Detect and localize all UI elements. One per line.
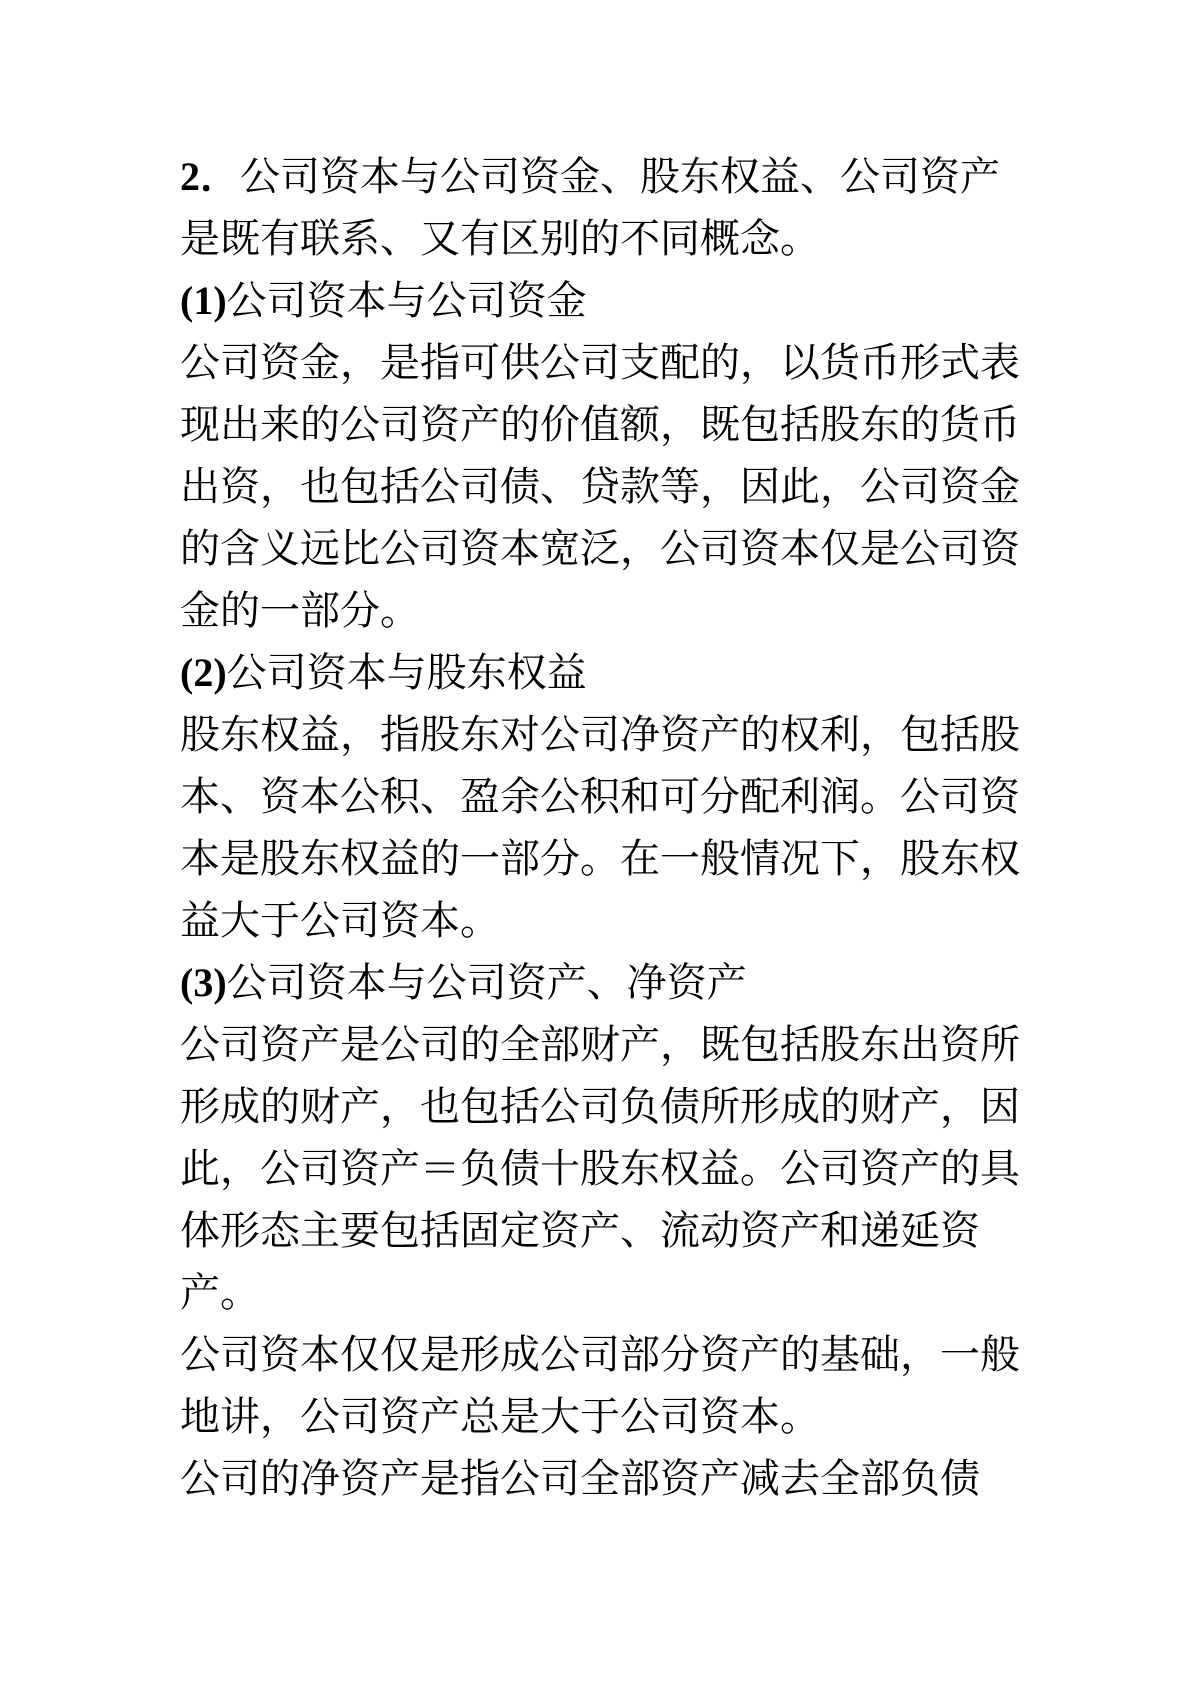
text-line: 公司资本仅仅是形成公司部分资产的基础，一般 [180,1332,1020,1378]
text-line: 此，公司资产＝负债十股东权益。公司资产的具 [180,1146,1020,1192]
text-line: 本是股东权益的一部分。在一般情况下，股东权 [180,836,1020,882]
section-title: 公司资本与股东权益 [226,650,587,696]
text-line: 益大于公司资本。 [180,898,500,944]
text-line: 体形态主要包括固定资产、流动资产和递延资 [180,1208,980,1254]
section-heading-2-sub [180,642,1020,704]
section-heading-2 [180,146,1020,208]
text-line: 的含义远比公司资本宽泛，公司资本仅是公司资 [180,526,1020,572]
section-heading-1 [180,270,1020,332]
text-line: 地讲，公司资产总是大于公司资本。 [180,1394,820,1440]
text-line: 公司资本与公司资金、股东权益、公司资产 [240,154,1000,200]
text-line: 是既有联系、又有区别的不同概念。 [180,216,820,262]
text-line: 金的一部分。 [180,588,420,634]
text-line: 股东权益，指股东对公司净资产的权利，包括股 [180,712,1020,758]
text-line: 公司资产是公司的全部财产，既包括股东出资所 [180,1022,1020,1068]
section-number: (2) [180,650,227,695]
text-line: 产。 [180,1270,260,1316]
text-line: 形成的财产，也包括公司负债所形成的财产，因 [180,1084,1020,1130]
text-line: 本、资本公积、盈余公积和可分配利润。公司资 [180,774,1020,820]
section-title: 公司资本与公司资产、净资产 [226,960,747,1006]
text-line: 公司的净资产是指公司全部资产减去全部负债 [180,1456,980,1502]
section-title: 公司资本与公司资金 [226,278,587,324]
section-number: 2． [180,154,240,199]
text-line: 公司资金，是指可供公司支配的，以货币形式表 [180,340,1020,386]
text-line: 出资，也包括公司债、贷款等，因此，公司资金 [180,464,1020,510]
section-number: (3) [180,960,227,1005]
section-heading-3 [180,952,1020,1014]
document-page [180,146,1020,1510]
text-line: 现出来的公司资产的价值额，既包括股东的货币 [180,402,1020,448]
section-number: (1) [180,278,227,323]
